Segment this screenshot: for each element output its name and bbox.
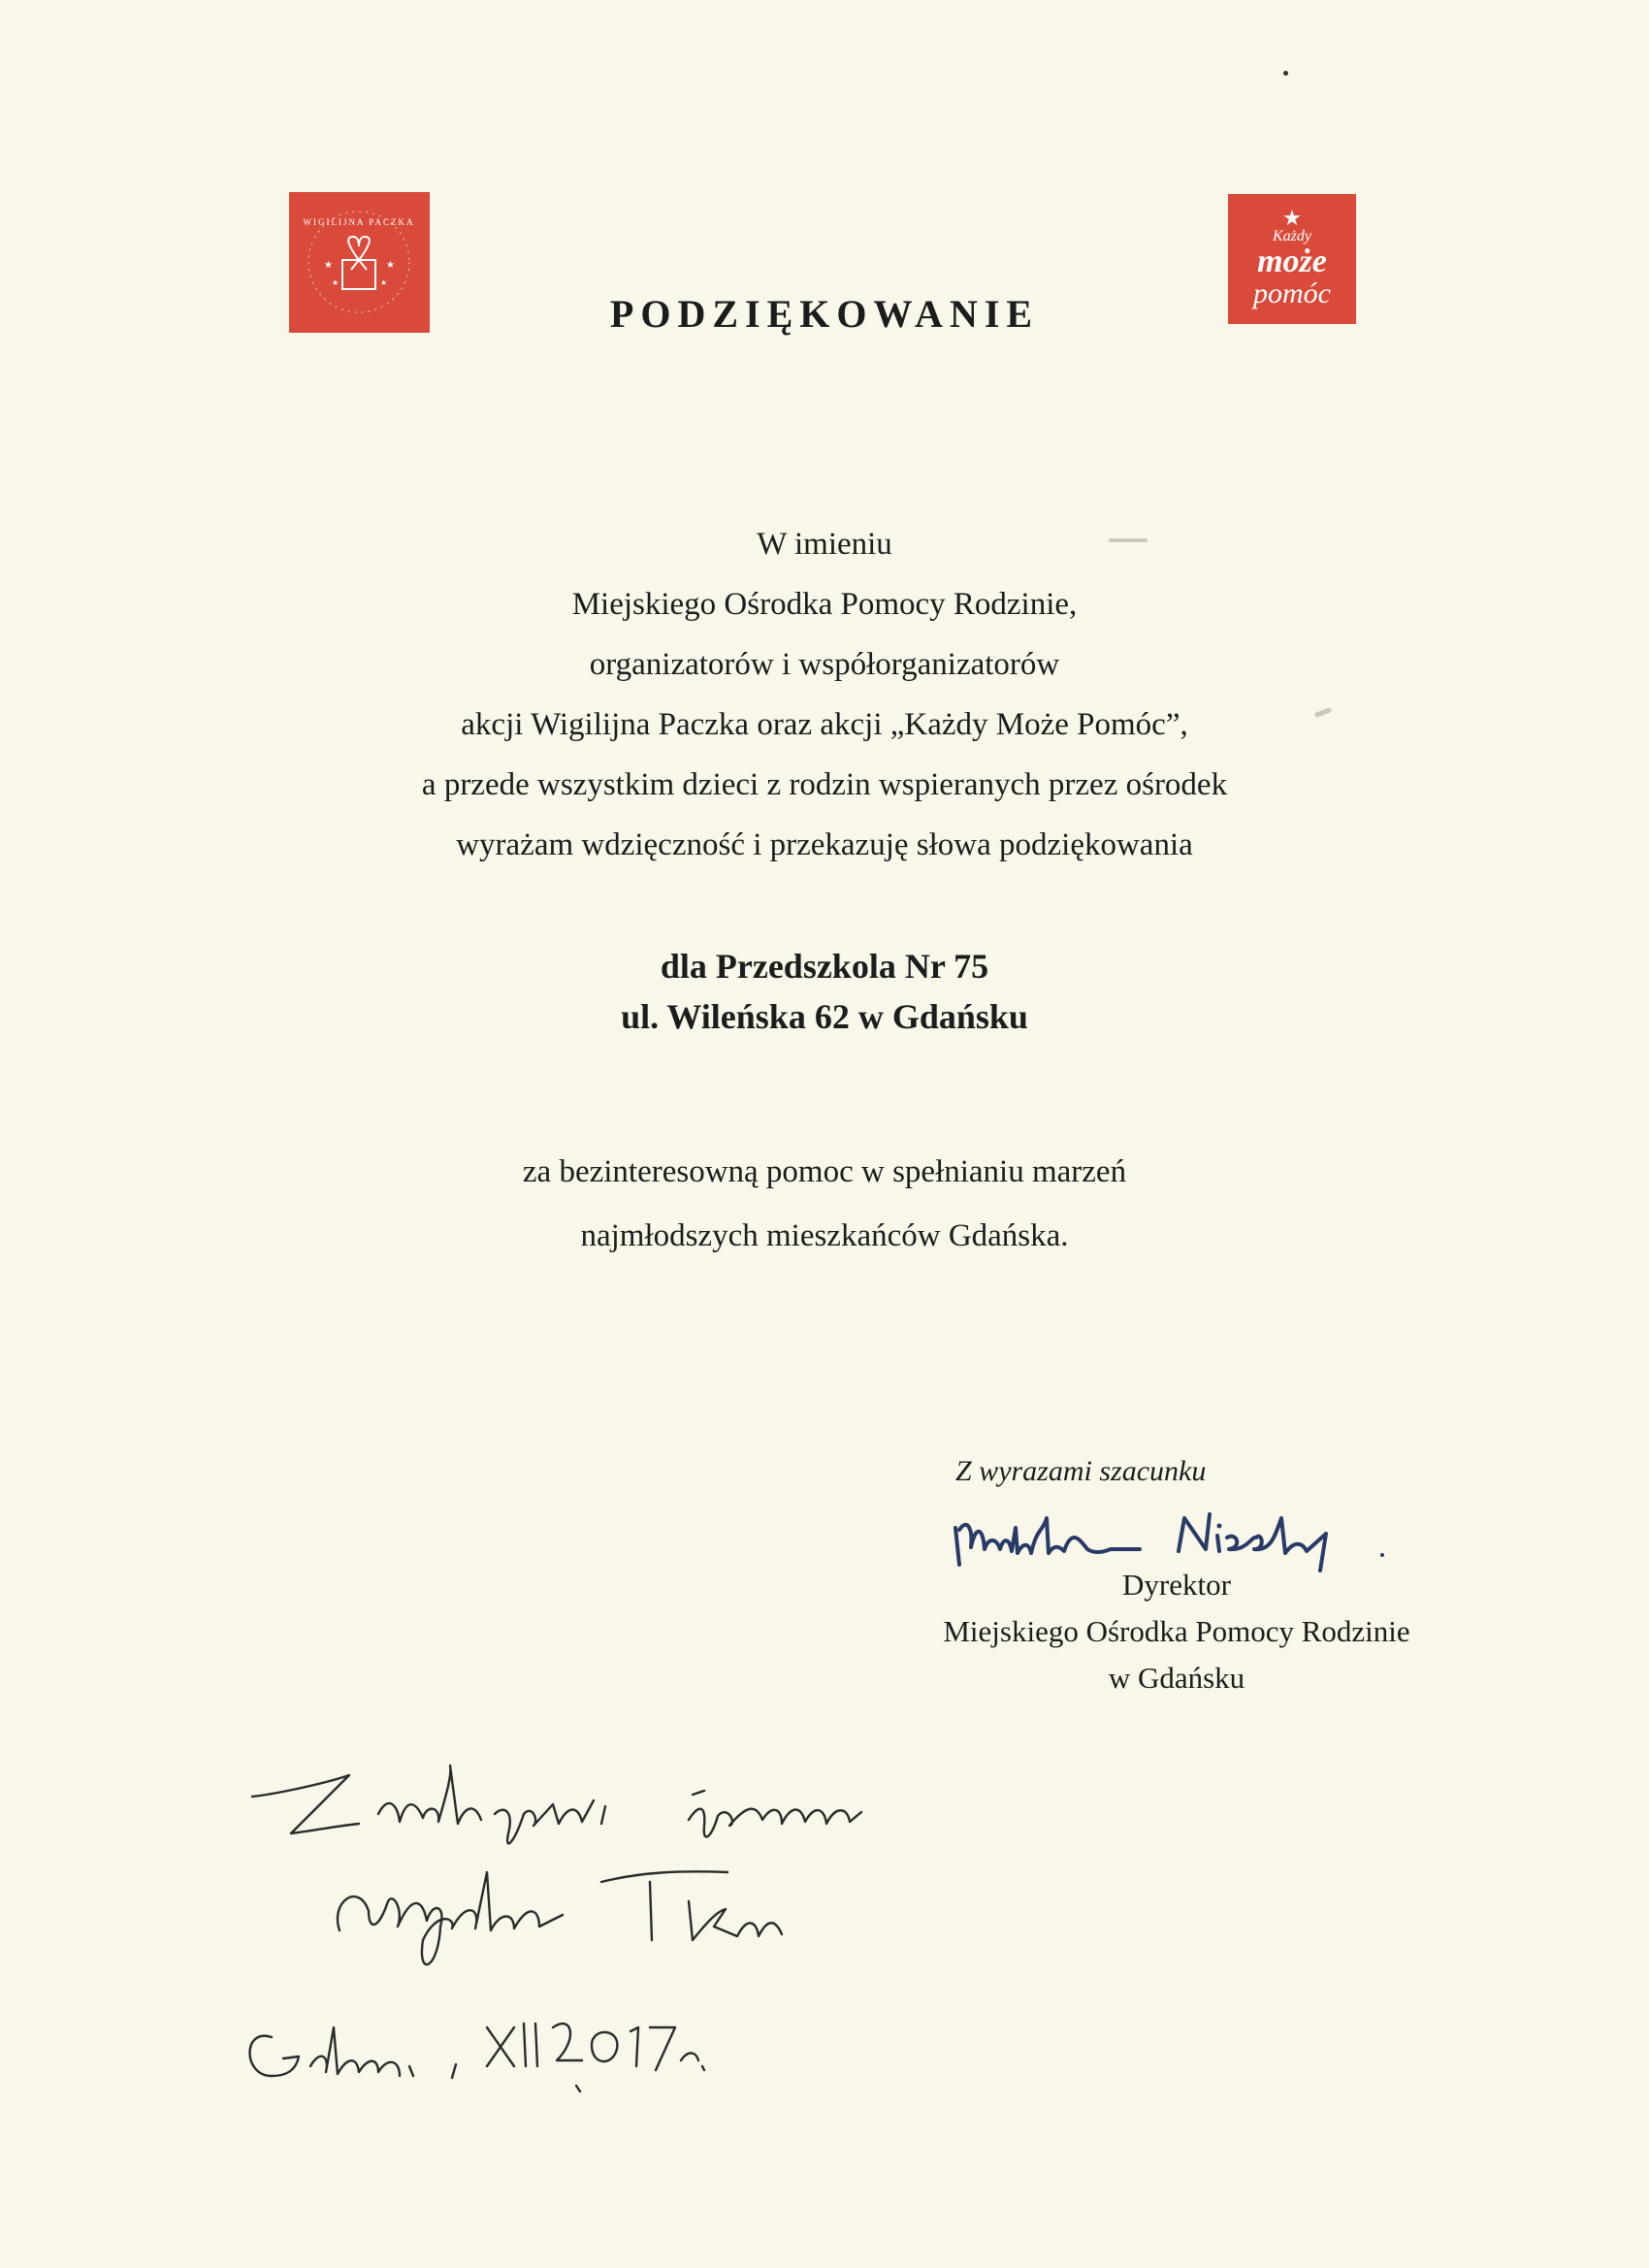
director-role: Dyrektor [1122,1568,1231,1602]
intro-line: Miejskiego Ośrodka Pomocy Rodzinie, [571,587,1078,622]
director-city: w Gdańsku [1108,1661,1245,1695]
speck [1283,71,1288,76]
svg-text:★: ★ [332,278,340,287]
recipient-name: dla Przedszkola Nr 75 [660,947,989,986]
director-organization: Miejskiego Ośrodka Pomocy Rodzinie [943,1614,1410,1648]
reason-paragraph [0,1140,1649,1268]
svg-text:★: ★ [380,278,388,287]
handwriting-drawing [233,1736,1106,2144]
document-title: PODZIĘKOWANIE [609,292,1040,336]
intro-line: wyrażam wdzięczność i przekazuję słowa podziękowania [456,827,1193,862]
handwritten-note [233,1736,1106,2149]
svg-text:WIGILIJNA PACZKA: WIGILIJNA PACZKA [303,217,415,227]
intro-line: W imieniu [757,527,892,562]
reason-line: za bezinteresowną pomoc w spełnianiu marzeń [522,1154,1127,1189]
svg-text:★: ★ [386,260,395,271]
reason-line: najmłodszych mieszkańców Gdańska. [580,1218,1069,1253]
recipient-block [0,941,1649,1042]
logo-line-2: może [1257,243,1327,279]
star-icon: ★ [1282,206,1302,230]
closing-phrase: Z wyrazami szacunku [955,1455,1207,1487]
intro-line: akcji Wigilijna Paczka oraz akcji „Każdy Może Pomóc”, [461,707,1188,742]
director-block [793,1562,1560,1701]
intro-line: organizatorów i współorganizatorów [589,647,1060,682]
intro-line: a przede wszystkim dzieci z rodzin wspieranych przez ośrodek [421,767,1228,802]
recipient-address: ul. Wileńska 62 w Gdańsku [621,997,1028,1036]
logo-line-1: Każdy [1273,228,1311,244]
logo-line-3: pomóc [1253,277,1331,309]
svg-text:★: ★ [324,260,333,271]
intro-paragraph [0,514,1649,875]
